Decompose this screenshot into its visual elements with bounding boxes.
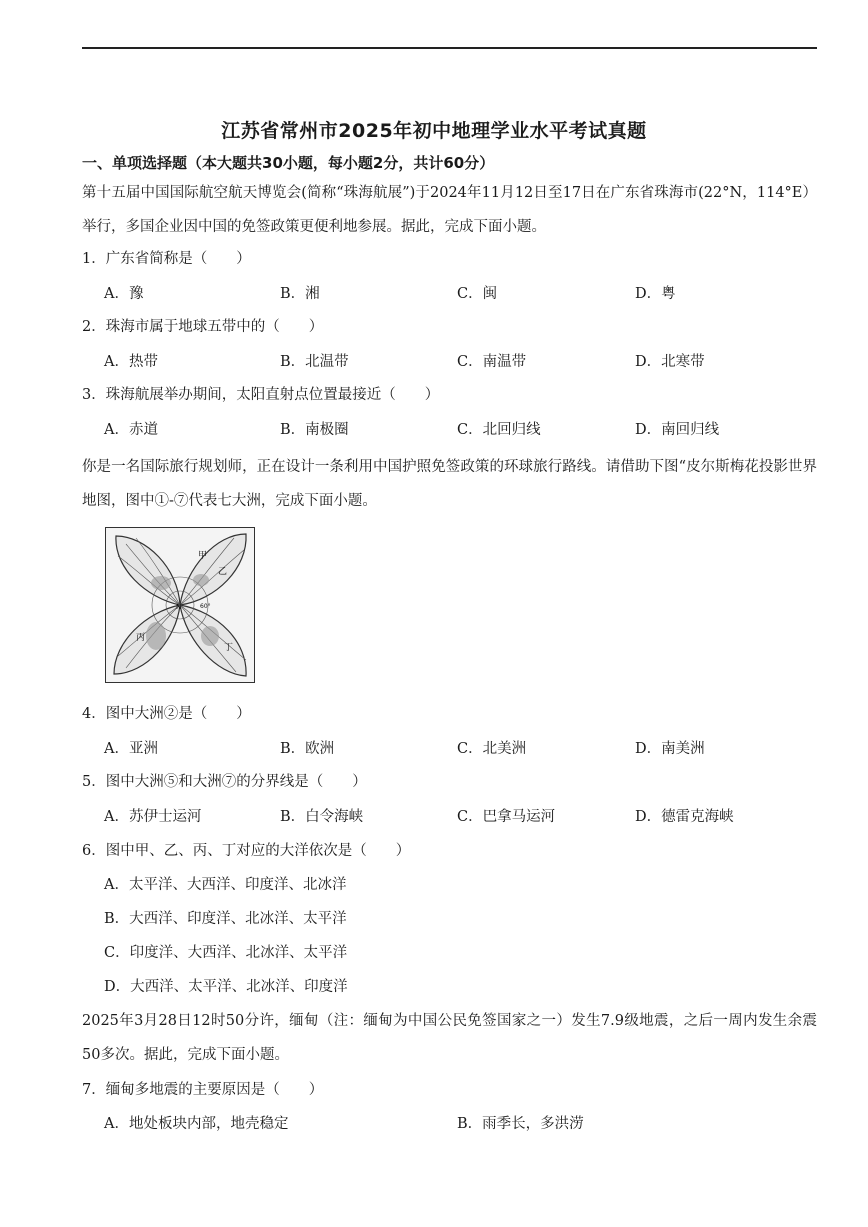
map-label-yi: 乙 <box>218 567 228 577</box>
map-figure <box>106 528 254 682</box>
q1-option-b[interactable]: B．湘 <box>280 286 320 302</box>
map-label-north-pole: N <box>176 603 182 611</box>
question-3: 3．珠海航展举办期间，太阳直射点位置最接近（ ） <box>82 387 440 403</box>
page-title: 江苏省常州市2025年初中地理学业水平考试真题 <box>221 120 647 142</box>
map-label-latitude: 60° <box>200 603 211 610</box>
q7-option-b[interactable]: B．雨季长，多洪涝 <box>457 1116 584 1132</box>
intro-paragraph-2: 你是一名国际旅行规划师，正在设计一条利用中国护照免签政策的环球旅行路线。请借助下图“皮尔斯梅花投影世界地图，图中①-⑦代表七大洲，完成下面小题。 <box>82 459 817 509</box>
intro-paragraph-3: 2025年3月28日12时50分许，缅甸（注：缅甸为中国公民免签国家之一）发生7.9级地震，之后一周内发生余震50多次。据此，完成下面小题。 <box>82 1013 817 1063</box>
q1-option-a[interactable]: A．豫 <box>104 286 144 302</box>
question-6: 6．图中甲、乙、丙、丁对应的大洋依次是（ ） <box>82 843 411 859</box>
section-heading: 一、单项选择题（本大题共30小题，每小题2分，共计60分） <box>82 154 495 172</box>
q4-option-d[interactable]: D．南美洲 <box>635 741 705 757</box>
petal-ne <box>180 534 246 605</box>
question-5: 5．图中大洲⑤和大洲⑦的分界线是（ ） <box>82 774 367 790</box>
q4-option-b[interactable]: B．欧洲 <box>280 741 335 757</box>
q5-option-a[interactable]: A．苏伊士运河 <box>104 809 202 825</box>
q4-option-c[interactable]: C．北美洲 <box>457 741 527 757</box>
q3-option-a[interactable]: A．赤道 <box>104 422 158 438</box>
question-2: 2．珠海市属于地球五带中的（ ） <box>82 319 324 335</box>
question-1: 1．广东省简称是（ ） <box>82 251 251 267</box>
question-4: 4．图中大洲②是（ ） <box>82 706 251 722</box>
question-7: 7．缅甸多地震的主要原因是（ ） <box>82 1082 324 1098</box>
continent-shape <box>151 576 171 590</box>
q1-option-d[interactable]: D．粤 <box>635 286 676 302</box>
q6-option-d[interactable]: D．大西洋、太平洋、北冰洋、印度洋 <box>104 979 348 995</box>
q6-option-b[interactable]: B．大西洋、印度洋、北冰洋、太平洋 <box>104 911 347 927</box>
map-label-jia: 甲 <box>198 551 208 561</box>
continent-shape <box>201 626 219 646</box>
q2-option-a[interactable]: A．热带 <box>104 354 158 370</box>
q1-option-c[interactable]: C．闽 <box>457 286 498 302</box>
q5-option-b[interactable]: B．白令海峡 <box>280 809 364 825</box>
intro-paragraph-1: 第十五届中国国际航空航天博览会(简称“珠海航展”)于2024年11月12日至17日在广东省珠海市(22°N，114°E）举行，多国企业因中国的免签政策更便利地参展。据此，完成下面小题。 <box>82 185 817 235</box>
q6-option-a[interactable]: A．太平洋、大西洋、印度洋、北冰洋 <box>104 877 347 893</box>
q5-option-c[interactable]: C．巴拿马运河 <box>457 809 556 825</box>
q2-option-c[interactable]: C．南温带 <box>457 354 527 370</box>
q3-option-c[interactable]: C．北回归线 <box>457 422 541 438</box>
q5-option-d[interactable]: D．德雷克海峡 <box>635 809 734 825</box>
continent-shape <box>193 574 209 586</box>
map-label-ding: 丁 <box>224 643 234 653</box>
petals-projection-map <box>105 527 255 683</box>
q7-option-a[interactable]: A．地处板块内部，地壳稳定 <box>104 1116 289 1132</box>
map-label-bing: 丙 <box>136 633 146 643</box>
q4-option-a[interactable]: A．亚洲 <box>104 741 158 757</box>
header-rule <box>82 47 817 49</box>
q3-option-b[interactable]: B．南极圈 <box>280 422 349 438</box>
continent-shape <box>146 622 166 650</box>
q2-option-d[interactable]: D．北寒带 <box>635 354 705 370</box>
q6-option-c[interactable]: C．印度洋、大西洋、北冰洋、太平洋 <box>104 945 348 961</box>
q2-option-b[interactable]: B．北温带 <box>280 354 349 370</box>
q3-option-d[interactable]: D．南回归线 <box>635 422 720 438</box>
